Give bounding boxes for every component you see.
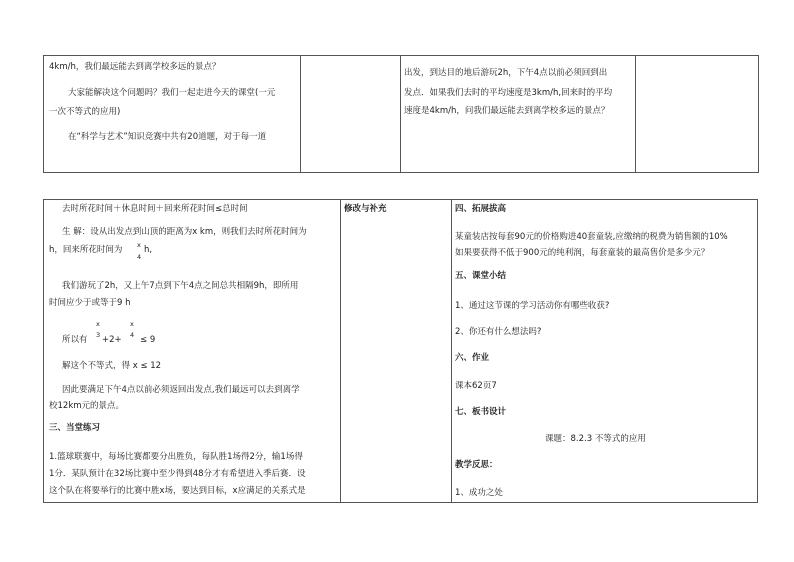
revision-header: 修改与补充 xyxy=(344,204,387,214)
fraction-x-numerator: x xyxy=(137,241,141,249)
inequality-x1: x xyxy=(96,320,100,328)
lesson-title: 课题：8.2.3 不等式的应用 xyxy=(545,434,646,444)
practice-line-3: 这个队在将要举行的比赛中胜x场，要达到目标，x应满足的关系式是 xyxy=(49,486,306,496)
top-col1-line3: 一次不等式的应用) xyxy=(49,107,121,117)
top-col1-line1: 4km/h，我们最远能去到离学校多远的景点？ xyxy=(49,62,221,72)
practice-line-2: 1分．某队预计在32场比赛中至少得到48分才有希望进入季后赛．设 xyxy=(49,469,306,479)
section-3-heading: 三、当堂练习 xyxy=(49,423,101,433)
extension-question-1: 某童装店按每套90元的价格购进40套童装,应缴纳的税费为销售额的10% xyxy=(455,232,728,242)
top-col3-line1: 出发，到达目的地后游玩2h，下午4点以前必须回到出 xyxy=(404,68,608,78)
inequality-3: 3 xyxy=(96,331,101,339)
bottom-col2-cell xyxy=(341,200,452,503)
solution-line-2a: h，回来所花时间为 xyxy=(49,245,123,255)
section-7-heading: 七、板书设计 xyxy=(455,407,507,417)
reflection-heading: 教学反思： xyxy=(455,460,498,470)
section-4-heading: 四、拓展拔高 xyxy=(455,204,507,214)
top-col3-line3: 速度是4km/h，问我们最远能去到离学校多远的景点？ xyxy=(404,106,610,116)
conclusion-line-1: 因此要满足下午4点以前必须返回出发点,我们最远可以去到离学 xyxy=(62,385,300,395)
inequality-end: ≤ 9 xyxy=(140,335,156,345)
top-col3-cell xyxy=(401,56,636,173)
solution-line-4: 时间应少于或等于9 h xyxy=(49,298,131,308)
top-col1-line4: 在“科学与艺术”知识竞赛中共有20道题，对于每一道 xyxy=(68,132,267,142)
summary-item-2: 2、你还有什么想法吗? xyxy=(455,327,542,337)
inequality-x2: x xyxy=(130,320,134,328)
inequality-4: 4 xyxy=(130,331,135,339)
homework-text: 课本62页7 xyxy=(455,381,497,391)
top-col2-cell xyxy=(301,56,401,173)
solution-line-2b: h, xyxy=(144,245,153,255)
practice-line-1: 1.篮球联赛中，每场比赛都要分出胜负，每队胜1场得2分，输1场得 xyxy=(49,452,303,462)
reflection-item-1: 1、成功之处 xyxy=(455,488,503,498)
solution-result: 解这个不等式，得 x ≤ 12 xyxy=(62,361,162,371)
conclusion-line-2: 校12km元的景点。 xyxy=(49,401,125,411)
inequality-prefix: 所以有 xyxy=(62,335,88,345)
bottom-col3-cell xyxy=(452,200,758,503)
section-6-heading: 六、作业 xyxy=(455,353,490,363)
extension-question-2: 如果要获得不低于900元的纯利润，每套童装的最高售价是多少元？ xyxy=(455,248,710,258)
top-table xyxy=(43,55,759,173)
inequality-mid: +2+ xyxy=(102,335,122,345)
summary-item-1: 1、通过这节课的学习活动你有哪些收获? xyxy=(455,301,610,311)
bottom-table xyxy=(43,199,758,503)
fraction-4-denominator: 4 xyxy=(137,253,142,261)
time-equation: 去时所花时间＋休息时间＋回来所花时间≤总时间 xyxy=(62,204,248,214)
top-col1-cell xyxy=(44,56,301,173)
top-col1-line2: 大家能解决这个问题吗？我们一起走进今天的课堂(一元 xyxy=(68,88,276,98)
top-col4-cell xyxy=(636,56,759,173)
top-col3-line2: 发点．如果我们去时的平均速度是3km/h,回来时的平均 xyxy=(404,88,613,98)
solution-line-3: 我们游玩了2h，又上午7点到下午4点之间总共相隔9h，即所用 xyxy=(62,281,299,291)
bottom-col1-cell xyxy=(44,200,341,503)
solution-line-1: 生 解：设从出发点到山顶的距离为x km，则我们去时所花时间为 xyxy=(62,227,307,237)
section-5-heading: 五、课堂小结 xyxy=(455,271,507,281)
